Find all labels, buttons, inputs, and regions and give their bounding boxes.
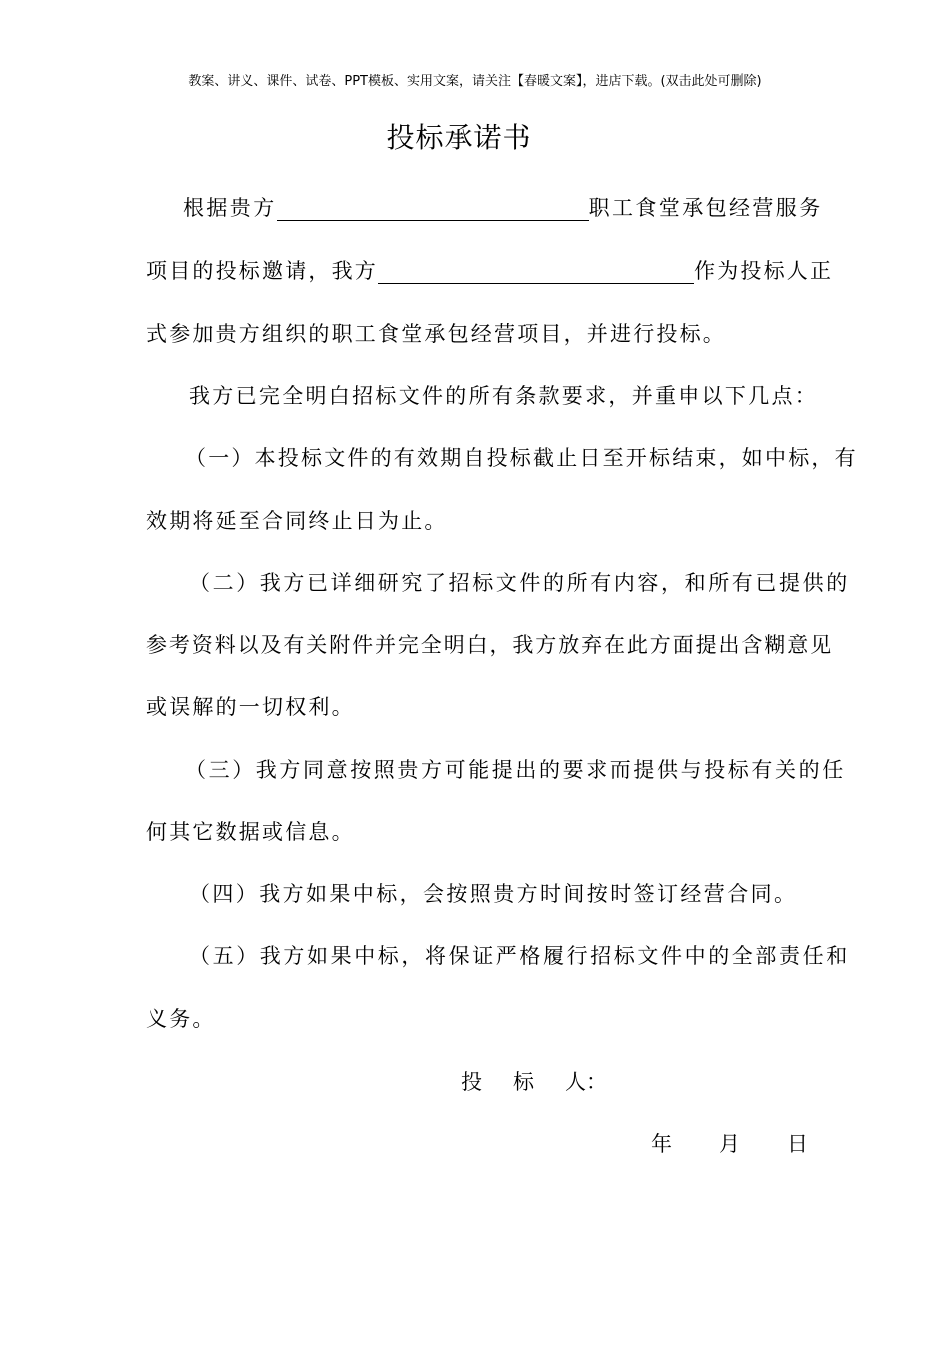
para1-line1-start: 根据贵方 [183, 196, 277, 220]
item3-line2: 何其它数据或信息。 [146, 820, 355, 844]
item5-line2: 义务。 [146, 1007, 216, 1031]
header-note[interactable]: 教案、讲义、课件、试卷、PPT模板、实用文案，请关注【春暖文案】，进店下载。(双击此处可删除) [188, 74, 762, 89]
item4-line1: （四）我方如果中标，会按照贵方时间按时签订经营合同。 [189, 882, 798, 906]
signature-bidder-label [461, 1066, 607, 1096]
item3-line1: （三）我方同意按照贵方可能提出的要求而提供与投标有关的任 [185, 758, 846, 782]
para2: 我方已完全明白招标文件的所有条款要求，并重申以下几点： [189, 384, 819, 408]
tenderee-blank[interactable] [277, 196, 589, 221]
bidder-blank[interactable] [378, 259, 694, 284]
para1-line2 [146, 255, 833, 285]
para1-line1 [183, 192, 823, 222]
item2-line3: 或误解的一切权利。 [146, 695, 355, 719]
item2-line1: （二）我方已详细研究了招标文件的所有内容，和所有已提供的 [189, 571, 850, 595]
item1-line2: 效期将延至合同终止日为止。 [146, 509, 448, 533]
para1-line1-end: 职工食堂承包经营服务 [588, 196, 823, 220]
para1-line2-start: 项目的投标邀请，我方 [146, 259, 378, 283]
signature-char-2: 标 [513, 1070, 534, 1094]
item1-line1: （一）本投标文件的有效期自投标截止日至开标结束，如中标，有 [185, 446, 858, 470]
date-day: 日 [787, 1132, 808, 1156]
signature-char-1: 投 [461, 1070, 482, 1094]
date-year: 年 [651, 1132, 672, 1156]
item5-line1: （五）我方如果中标，将保证严格履行招标文件中的全部责任和 [189, 944, 850, 968]
para1-line3: 式参加贵方组织的职工食堂承包经营项目，并进行投标。 [146, 322, 726, 346]
item2-line2: 参考资料以及有关附件并完全明白，我方放弃在此方面提出含糊意见 [146, 633, 833, 657]
date-month: 月 [719, 1132, 740, 1156]
document-title: 投标承诺书 [386, 121, 532, 154]
para1-line2-end: 作为投标人正 [694, 259, 834, 283]
signature-char-3: 人： [565, 1070, 607, 1094]
